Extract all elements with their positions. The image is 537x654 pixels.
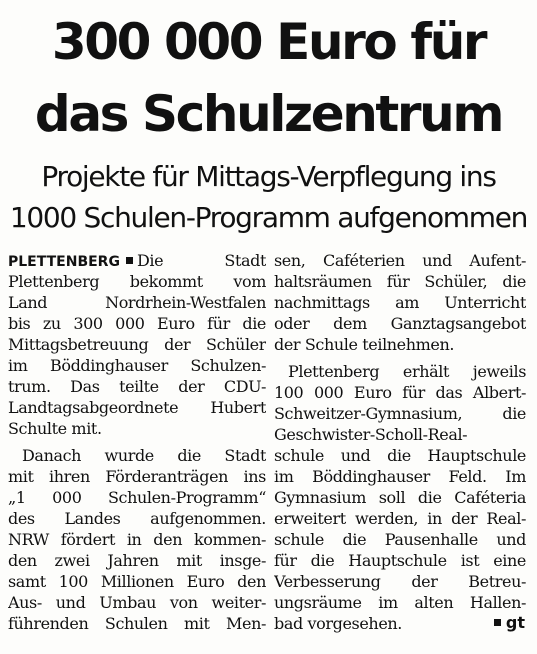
body-line: Schweitzer-Gymnasium, die xyxy=(274,404,526,423)
author-signature xyxy=(494,612,525,633)
body-line: sen, Caféterien und Aufent- xyxy=(274,251,526,270)
body-line xyxy=(8,250,266,271)
body-line: Schulte mit. xyxy=(8,419,102,438)
body-line: Mittagsbetreuung der Schüler xyxy=(8,335,266,354)
body-line: bis zu 300 000 Euro für die xyxy=(8,314,266,333)
subheadline-line-1: Projekte für Mittags-Verpflegung ins xyxy=(41,160,496,193)
article-column-1 xyxy=(8,250,266,634)
body-line: schule die Pausenhalle und xyxy=(274,530,526,549)
article-column-2 xyxy=(274,250,526,634)
body-line: oder dem Ganztagsangebot xyxy=(274,314,526,333)
body-line: führenden Schulen mit Men- xyxy=(8,614,266,633)
body-line: bad vorgesehen. xyxy=(274,614,402,633)
body-line: für die Hauptschule ist eine xyxy=(274,551,526,570)
body-line: Aus- und Umbau von weiter- xyxy=(8,593,266,612)
body-line: den zwei Jahren mit insge- xyxy=(8,551,266,570)
body-line: Verbesserung der Betreu- xyxy=(274,572,526,591)
author-initials: gt xyxy=(505,613,525,632)
body-line: Geschwister-Scholl-Real- xyxy=(274,425,468,444)
body-line: der Schule teilnehmen. xyxy=(274,335,455,354)
subheadline-line-2: 1000 Schulen-Programm aufgenommen xyxy=(9,201,528,234)
body-line: erweitert werden, in der Real- xyxy=(274,509,526,528)
body-line: nachmittags am Unterricht xyxy=(274,293,526,312)
body-line: „1 000 Schulen-Programm“ xyxy=(8,488,266,507)
bullet-square-icon xyxy=(126,257,133,264)
body-line: schule und die Hauptschule xyxy=(274,446,526,465)
body-line: 100 000 Euro für das Albert- xyxy=(274,383,526,402)
body-line: Land Nordrhein-Westfalen xyxy=(8,293,266,312)
body-line: des Landes aufgenommen. xyxy=(8,509,266,528)
body-line: ungsräume im alten Hallen- xyxy=(274,593,526,612)
headline-line-2: das Schulzentrum xyxy=(34,85,503,143)
body-line: samt 100 Millionen Euro den xyxy=(8,572,266,591)
body-line: Landtagsabgeordnete Hubert xyxy=(8,398,266,417)
body-line: Gymnasium soll die Caféteria xyxy=(274,488,526,507)
body-line: mit ihren Förderanträgen ins xyxy=(8,467,266,486)
headline-line-1: 300 000 Euro für xyxy=(51,13,486,71)
bullet-square-icon xyxy=(494,619,501,626)
body-line: Plettenberg bekommt vom xyxy=(8,272,266,291)
body-line: haltsräumen für Schüler, die xyxy=(274,272,526,291)
dateline: PLETTENBERG xyxy=(8,254,120,270)
body-line: Plettenberg erhält jeweils xyxy=(288,362,526,381)
body-line: im Böddinghauser Schulzen- xyxy=(8,356,266,375)
body-line: NRW fördert in den kommen- xyxy=(8,530,266,549)
body-line-text: Die Stadt xyxy=(136,251,266,270)
body-line: im Böddinghauser Feld. Im xyxy=(274,467,526,486)
body-line: trum. Das teilte der CDU- xyxy=(8,377,266,396)
body-line: Danach wurde die Stadt xyxy=(22,446,266,465)
